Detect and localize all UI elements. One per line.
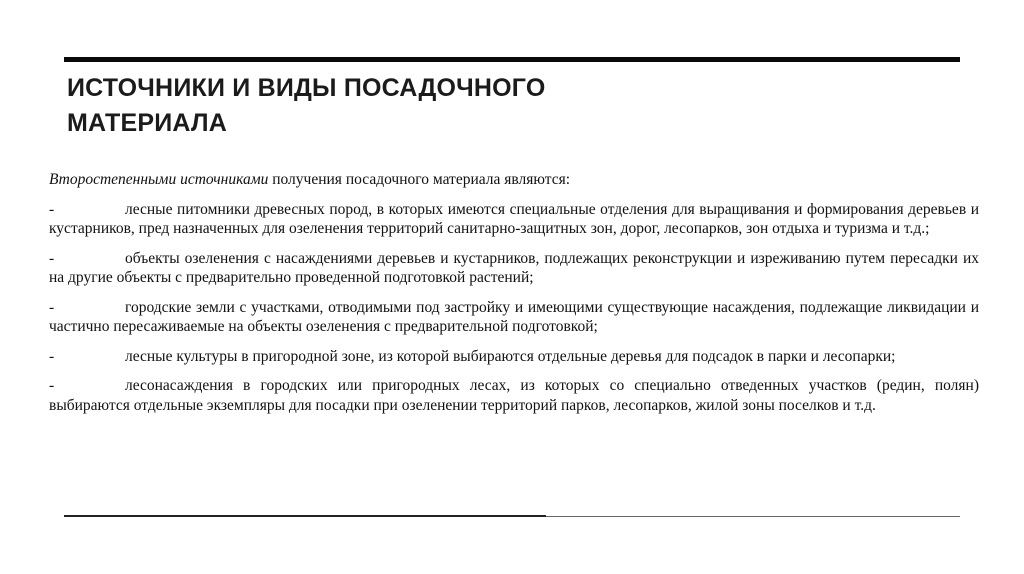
list-item-text: лесонасаждения в городских или пригородных лесах, из которых со специально отведенных участков (редин, полян) выбираются отдельные экземпляры для посадки при озеленении территорий парков, лесопарков, жилой зоны поселков и т.д. (49, 377, 979, 414)
intro-emphasis: Второстепенными источниками (49, 171, 269, 188)
list-item-text: объекты озеленения с насаждениями деревьев и кустарников, подлежащих реконструкции и изреживанию путем пересадки их на другие объекты с предварительно проведенной подготовкой растений; (49, 249, 979, 286)
intro-text: получения посадочного материала являются: (268, 171, 571, 188)
bullet-dash: - (49, 377, 55, 394)
list-item (49, 298, 979, 337)
bottom-divider-accent (64, 515, 546, 517)
slide-body (49, 170, 979, 425)
list-item-text: лесные питомники древесных пород, в которых имеются специальные отделения для выращивания и формирования деревьев и кустарников, пред назначенных для озеленения территорий санитарно-защитных зон, дорог, лесопарков, зон отдыха и туризма и т.д.; (49, 200, 979, 237)
list-item (49, 249, 979, 288)
list-item (49, 200, 979, 239)
intro-paragraph (49, 170, 979, 190)
slide-title-line-1: ИСТОЧНИКИ И ВИДЫ ПОСАДОЧНОГО (67, 74, 546, 102)
bullet-dash: - (49, 200, 55, 218)
list-item-text: городские земли с участками, отводимыми под застройку и имеющими существующие насаждения, подлежащие ликвидации и частично пересаживаемые на объекты озеленения с предварительной подготовкой; (49, 298, 979, 335)
bullet-dash: - (49, 298, 55, 316)
slide-title-line-2: МАТЕРИАЛА (67, 109, 227, 137)
list-item (49, 376, 979, 415)
bullet-dash: - (49, 249, 55, 267)
list-item-text: лесные культуры в пригородной зоне, из которой выбираются отдельные деревья для подсадок в парки и лесопарки; (125, 347, 896, 365)
slide-title (67, 71, 947, 141)
top-divider (64, 57, 960, 62)
bullet-dash: - (49, 347, 55, 365)
list-item (49, 347, 979, 367)
